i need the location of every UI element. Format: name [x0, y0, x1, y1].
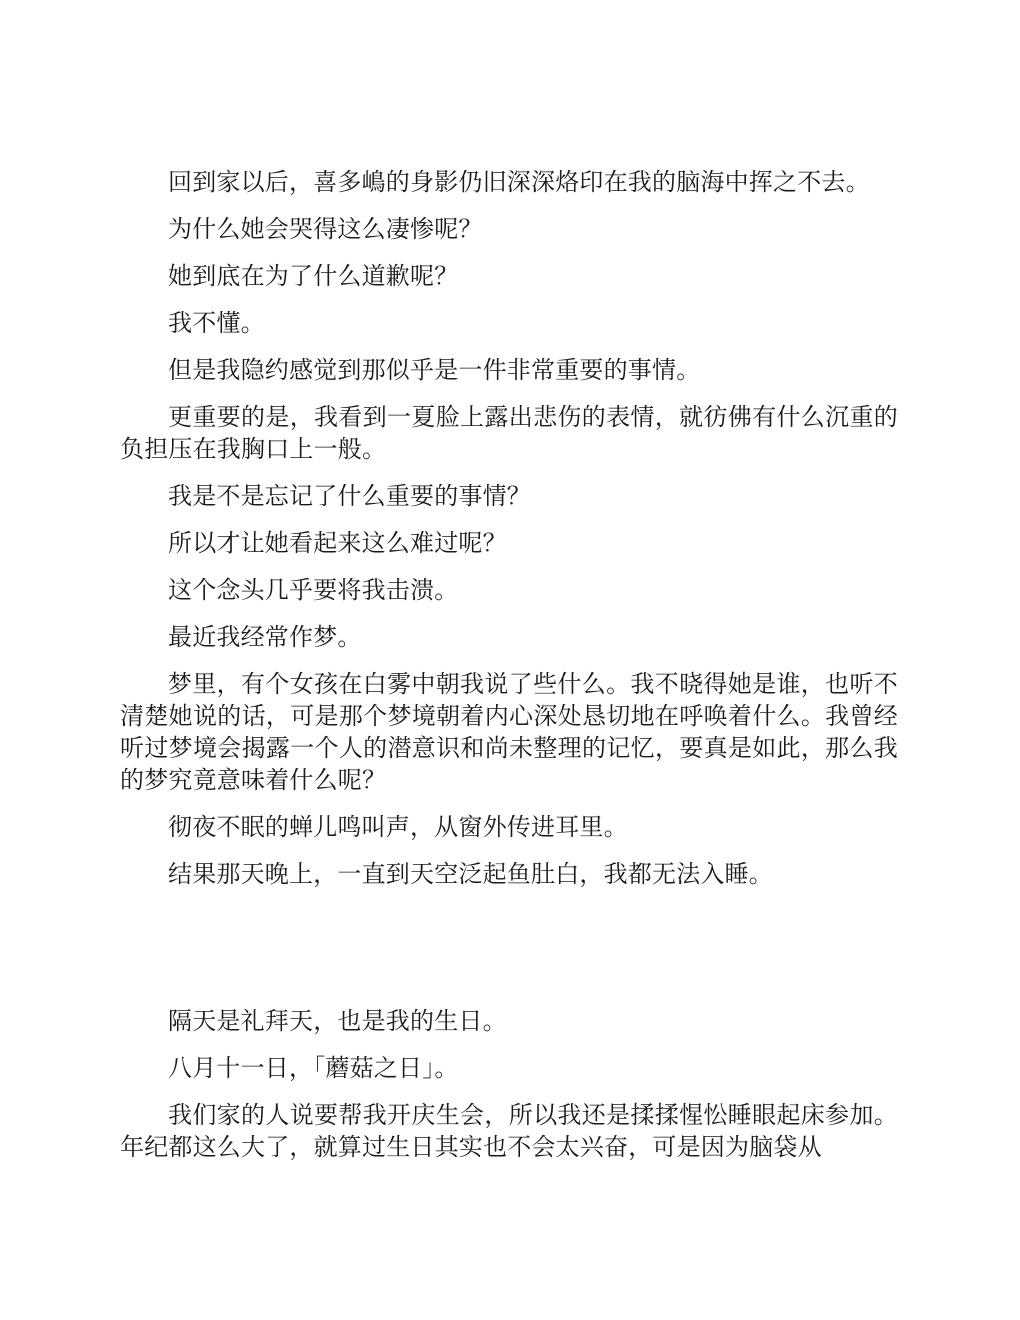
paragraph: 所以才让她看起来这么难过呢？	[168, 529, 507, 557]
paragraph: 隔天是礼拜天，也是我的生日。	[168, 1007, 507, 1035]
paragraph: 为什么她会哭得这么凄惨呢？	[168, 215, 483, 243]
paragraph: 彻夜不眠的蝉儿鸣叫声，从窗外传进耳里。	[168, 813, 628, 841]
paragraph: 我是不是忘记了什么重要的事情？	[168, 482, 531, 510]
document-page	[120, 166, 898, 1163]
paragraph: 八月十一日，「蘑菇之日」。	[168, 1054, 459, 1082]
paragraph: 这个念头几乎要将我击溃。	[168, 576, 459, 604]
paragraph: 最近我经常作梦。	[168, 623, 362, 651]
paragraph: 我不懂。	[168, 309, 265, 337]
paragraph: 更重要的是，我看到一夏脸上露出悲伤的表情，就彷佛有什么沉重的负担压在我胸口上一般。	[120, 403, 898, 463]
paragraph: 结果那天晚上，一直到天空泛起鱼肚白，我都无法入睡。	[168, 860, 773, 888]
paragraph: 我们家的人说要帮我开庆生会，所以我还是揉揉惺忪睡眼起床参加。年纪都这么大了，就算过生日其实也不会太兴奋，可是因为脑袋从	[120, 1101, 898, 1161]
paragraph: 她到底在为了什么道歉呢？	[168, 262, 459, 290]
paragraph: 但是我隐约感觉到那似乎是一件非常重要的事情。	[168, 356, 701, 384]
paragraph: 回到家以后，喜多嶋的身影仍旧深深烙印在我的脑海中挥之不去。	[168, 168, 870, 196]
paragraph: 梦里，有个女孩在白雾中朝我说了些什么。我不晓得她是谁，也听不清楚她说的话，可是那个梦境朝着内心深处恳切地在呼唤着什么。我曾经听过梦境会揭露一个人的潜意识和尚未整理的记忆，要真是如此，那么我的梦究竟意味着什么呢？	[120, 670, 898, 794]
section-break	[120, 890, 898, 1005]
